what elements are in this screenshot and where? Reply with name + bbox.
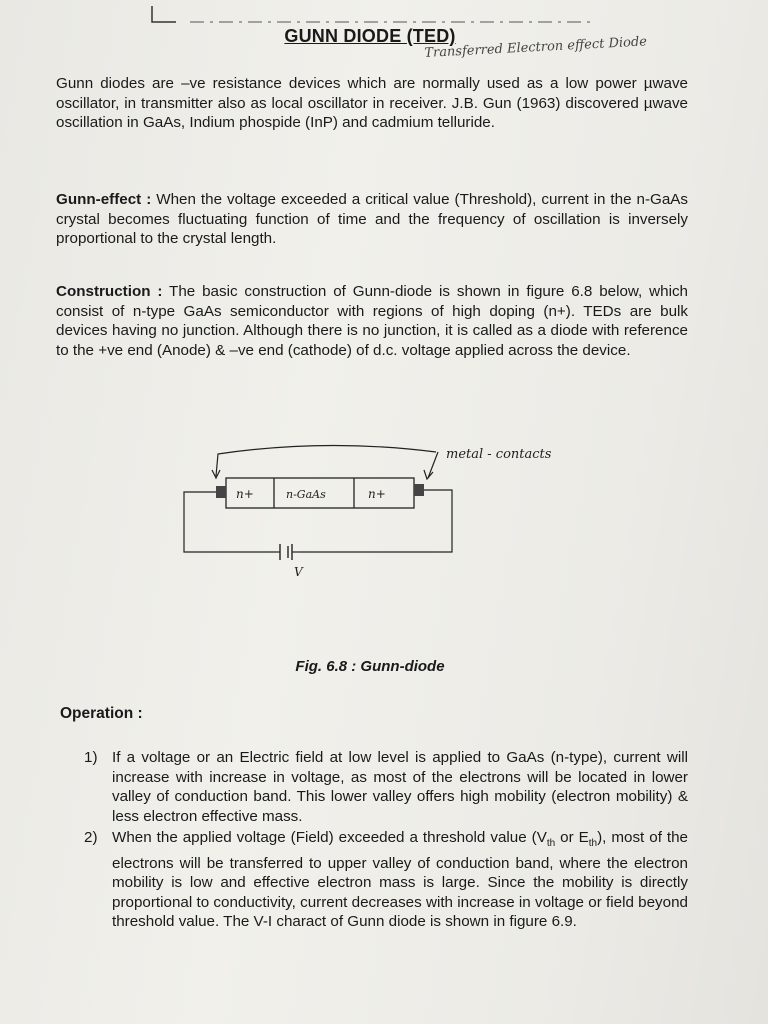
gunn-effect-label: Gunn-effect :: [56, 191, 152, 208]
circuit-wire-left: [184, 492, 276, 552]
construction-text: The basic construction of Gunn-diode is shown in figure 6.8 below, which consist of n-type GaAs semiconductor with regions of high doping (n+). TEDs are bulk devices having no junction. Although there is no junction, it is called as a diode with reference to the +ve end (Anode) & –ve end (cathode) of d.c. voltage applied across the device.: [56, 283, 688, 359]
list-item: [84, 828, 688, 932]
gunn-effect-paragraph: [56, 190, 688, 249]
contact-arrow-left: [216, 445, 436, 476]
list-item-text: If a voltage or an Electric field at low level is applied to GaAs (n-type), current will increase with increase in voltage, as most of the electrons will be located in lower valley of conduction band. This lower valley offers high mobility (electron mobility) & less electron effective mass.: [112, 749, 688, 825]
construction-label: Construction :: [56, 283, 163, 300]
operation-list: [84, 748, 688, 934]
list-item-text: When the applied voltage (Field) exceeded a threshold value ($V_{th}$ or $E_{th}$), most of the electrons will be transferred to upper valley of conduction band, where the electron mobility is low and effective electron mass is large. Since the mobility is directly proportional to conductivity, current decreases with increase in voltage or field beyond threshold value. The V-I charact of Gunn diode is shown in figure 6.9.: [112, 829, 688, 931]
list-item-number: 2): [84, 829, 98, 846]
top-ruled-marks: [150, 6, 590, 26]
region-n-plus-right: n+: [368, 487, 386, 501]
gunn-diode-figure: [176, 440, 596, 590]
figure-caption: Fig. 6.8 : Gunn-diode: [295, 658, 445, 675]
handwritten-note: Transferred Electron effect Diode: [424, 34, 648, 61]
list-item-number: 1): [84, 749, 98, 766]
list-item: [84, 748, 688, 826]
construction-paragraph: [56, 282, 688, 360]
intro-paragraph: Gunn diodes are –ve resistance devices which are normally used as a low power µwave oscillator, in transmitter also as local oscillator in receiver. J.B. Gun (1963) discovered µwave oscillation in GaAs, Indium phospide (InP) and cadmium telluride.: [56, 75, 688, 131]
contact-left: [216, 486, 226, 498]
region-n-gaas: n-GaAs: [286, 488, 326, 501]
contacts-label: metal - contacts: [446, 447, 552, 462]
contact-right: [414, 484, 424, 496]
page-title: GUNN DIODE (TED): [284, 26, 456, 46]
contact-arrow-right: [428, 452, 438, 478]
operation-heading: Operation :: [60, 705, 143, 722]
source-label: V: [294, 565, 303, 579]
gunn-effect-text: When the voltage exceeded a critical value (Threshold), current in the n-GaAs crystal becomes fluctuating function of time and the frequency of oscillation is inversely proportional to the crystal length.: [56, 191, 688, 247]
region-n-plus-left: n+: [236, 487, 254, 501]
